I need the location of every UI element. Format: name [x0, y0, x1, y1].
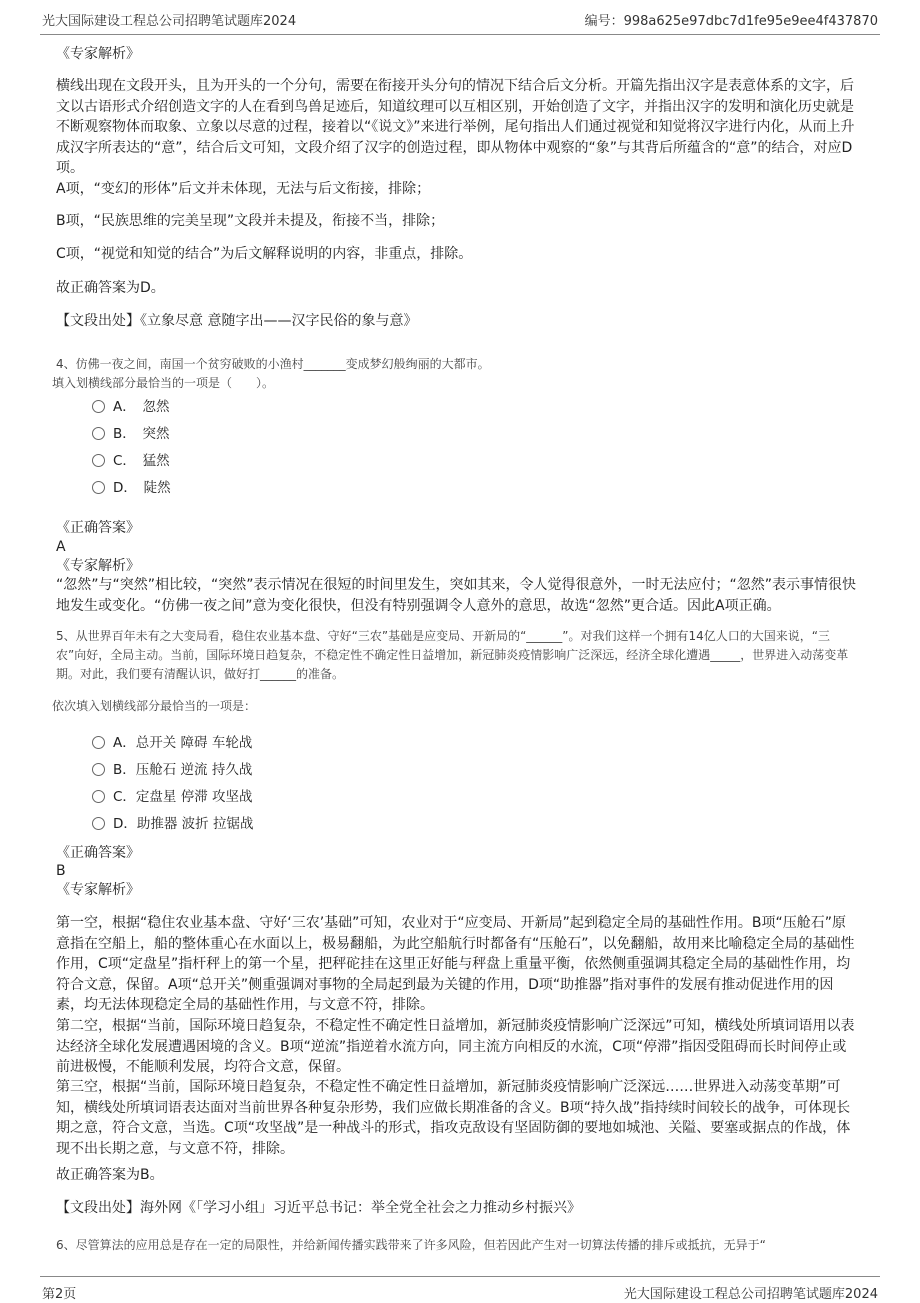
q4-option-c-label: C． 猛然: [113, 453, 170, 469]
q5-option-b-label: B．压舱石 逆流 持久战: [113, 762, 253, 778]
radio-icon[interactable]: [92, 736, 105, 749]
q5-answer-title: 《正确答案》: [56, 845, 140, 861]
q4-analysis-title: 《专家解析》: [56, 558, 140, 574]
q5-option-c[interactable]: [92, 787, 253, 807]
q5-stem: 5、从世界百年未有之大变局看，稳住农业基本盘、守好“三农”基础是应变局、开新局的“______”。对我们这样一个拥有14亿人口的大国来说，“三农”向好，全局主动。当前，国际环境日趋复杂，不稳定性不确定性日益增加，新冠肺炎疫情影响广泛深远，经济全球化遭遇_____，世界进入动荡变革期。对此，我们要有清醒认识，做好打______的准备。: [56, 629, 849, 681]
q5-conclusion: 故正确答案为B。: [56, 1167, 164, 1183]
page-number: 第2页: [42, 1287, 77, 1302]
page-footer: [40, 1276, 880, 1303]
q3-analysis-paragraph: 横线出现在文段开头，且为开头的一个分句，需要在衔接开头分句的情况下结合后文分析。开篇先指出汉字是表意体系的文字，后文以古语形式介绍创造文字的人在看到鸟兽足迹后，知道纹理可以互相区别，开始创造了文字，并指出汉字的发明和演化历史就是不断观察物体而取象、立象以尽意的过程，接着以“《说文》”来进行举例，尾句指出人们通过视觉和知觉将汉字进行内化，从而上升成汉字所表达的“意”，结合后文可知，文段介绍了汉字的创造过程，即从物体中观察的“象”与其背后所蕴含的“意”的结合，对应D项。: [56, 78, 855, 176]
q5-analysis-blank-1: 第一空，根据“稳住农业基本盘、守好‘三农’基础”可知，农业对于“应变局、开新局”起到稳定全局的基础性作用。B项“压舱石”原意指在空船上，船的整体重心在水面以上，极易翻船，为此空船航行时都备有“压舱石”，以免翻船，故用来比喻稳定全局的基础性作用，C项“定盘星”指杆秤上的第一个星，把秤砣挂在这里正好能与秤盘上重量平衡，依然侧重强调其稳定全局的基础性作用，均符合文意，保留。A项“总开关”侧重强调对事物的全局起到最为关键的作用，D项“助推器”指对事件的发展有推动促进作用的因素，均无法体现稳定全局的基础性作用，与文意不符，排除。: [56, 915, 855, 1013]
q4-prompt: 填入划横线部分最恰当的一项是（ ）。: [52, 376, 275, 390]
q5-option-d-label: D．助推器 波折 拉锯战: [113, 816, 254, 832]
q4-option-a[interactable]: [92, 397, 170, 417]
radio-icon[interactable]: [92, 400, 105, 413]
q4-option-d[interactable]: [92, 478, 171, 498]
q4-answer-title: 《正确答案》: [56, 520, 140, 536]
q5-source: 【文段出处】海外网《「学习小组」习近平总书记：举全党全社会之力推动乡村振兴》: [56, 1200, 581, 1216]
radio-icon[interactable]: [92, 763, 105, 776]
q4-option-a-label: A． 忽然: [113, 399, 170, 415]
header-title: 光大国际建设工程总公司招聘笔试题库2024: [42, 14, 297, 29]
q5-analysis-blank-2: 第二空，根据“当前，国际环境日趋复杂，不稳定性不确定性日益增加，新冠肺炎疫情影响广泛深远”可知，横线处所填词语用以表达经济全球化发展遭遇困境的含义。B项“逆流”指逆着水流方向，同主流方向相反的水流，C项“停滞”指因受阻碍而长时间停止或前进极慢，不能顺利发展，均符合文意，保留。: [56, 1018, 855, 1075]
q5-analysis-blank-3: 第三空，根据“当前，国际环境日趋复杂，不稳定性不确定性日益增加，新冠肺炎疫情影响广泛深远……世界进入动荡变革期”可知，横线处所填词语表达面对当前世界各种复杂形势，我们应做长期准备的含义。B项“持久战”指持续时间较长的战争，可体现长期之意，符合文意，当选。C项“攻坚战”是一种战斗的形式，指攻克敌设有坚固防御的要地如城池、关隘、要塞或据点的作战，体现不出长期之意，与文意不符，排除。: [56, 1079, 851, 1157]
q4-option-b-label: B． 突然: [113, 426, 170, 442]
q4-answer: A: [56, 539, 66, 555]
q4-option-c[interactable]: [92, 451, 170, 471]
q3-source: 【文段出处】《立象尽意 意随字出——汉字民俗的象与意》: [56, 313, 418, 329]
radio-icon[interactable]: [92, 481, 105, 494]
q5-option-b[interactable]: [92, 760, 252, 780]
q3-option-b-analysis: B项，“民族思维的完美呈现”文段并未提及，衔接不当，排除；: [56, 213, 445, 229]
page-header: [40, 0, 880, 35]
q5-option-a[interactable]: [92, 733, 252, 753]
q5-option-d[interactable]: [92, 814, 253, 834]
q3-option-c-analysis: C项，“视觉和知觉的结合”为后文解释说明的内容，非重点，排除。: [56, 246, 473, 262]
q5-answer: B: [56, 863, 66, 879]
q4-stem: 4、仿佛一夜之间，南国一个贫穷破败的小渔村_______变成梦幻般绚丽的大都市。: [56, 357, 490, 371]
radio-icon[interactable]: [92, 454, 105, 467]
q3-analysis-title: 《专家解析》: [56, 46, 140, 62]
q4-analysis: “忽然”与“突然”相比较，“突然”表示情况在很短的时间里发生，突如其来，令人觉得很意外，一时无法应付；“忽然”表示事情很快地发生或变化。“仿佛一夜之间”意为变化很快，但没有特别强调令人意外的意思，故选“忽然”更合适。因此A项正确。: [56, 577, 857, 614]
q6-stem: 6、尽管算法的应用总是存在一定的局限性，并给新闻传播实践带来了许多风险，但若因此产生对一切算法传播的排斥或抵抗，无异于“: [56, 1238, 766, 1252]
q3-conclusion: 故正确答案为D。: [56, 280, 165, 296]
footer-title: 光大国际建设工程总公司招聘笔试题库2024: [623, 1287, 878, 1302]
q4-option-d-label: D． 陡然: [113, 480, 171, 496]
q5-option-c-label: C．定盘星 停滞 攻坚战: [113, 789, 253, 805]
q3-option-a-analysis: A项，“变幻的形体”后文并未体现，无法与后文衔接，排除；: [56, 181, 431, 197]
q5-option-a-label: A．总开关 障碍 车轮战: [113, 735, 253, 751]
q4-option-b[interactable]: [92, 424, 170, 444]
q5-prompt: 依次填入划横线部分最恰当的一项是：: [52, 699, 257, 713]
radio-icon[interactable]: [92, 427, 105, 440]
q5-analysis-title: 《专家解析》: [56, 882, 140, 898]
document-id: 编号：998a625e97dbc7d1fe95e9ee4f437870: [584, 14, 878, 29]
radio-icon[interactable]: [92, 817, 105, 830]
radio-icon[interactable]: [92, 790, 105, 803]
